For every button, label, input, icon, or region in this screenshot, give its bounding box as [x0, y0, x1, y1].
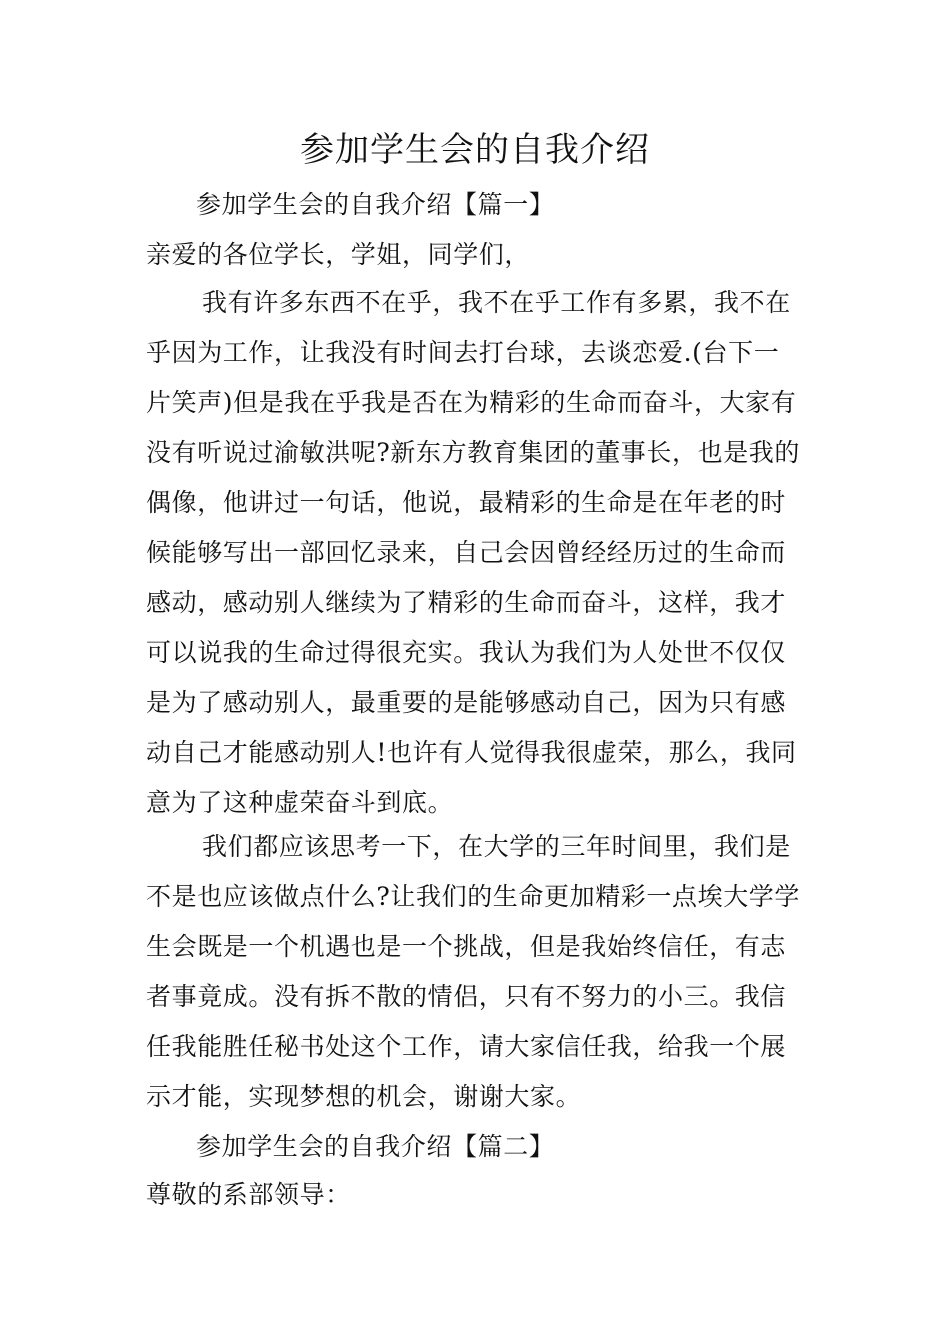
paragraph-2-line: 我们都应该思考一下，在大学的三年时间里，我们是: [202, 832, 791, 861]
paragraph-1-line: 候能够写出一部回忆录来，自己会因曾经经历过的生命而: [146, 538, 787, 567]
paragraph-2-line: 不是也应该做点什么?让我们的生命更加精彩一点埃大学学: [146, 882, 801, 911]
paragraph-1-line: 是为了感动别人，最重要的是能够感动自己，因为只有感: [146, 688, 787, 717]
paragraph-1-line: 动自己才能感动别人!也许有人觉得我很虚荣，那么，我同: [146, 738, 797, 767]
paragraph-2-line: 生会既是一个机遇也是一个挑战，但是我始终信任，有志: [146, 932, 787, 961]
paragraph-2: [146, 822, 826, 1122]
paragraph-1-line: 我有许多东西不在乎，我不在乎工作有多累，我不在: [202, 288, 791, 317]
paragraph-1-line: 可以说我的生命过得很充实。我认为我们为人处世不仅仅: [146, 638, 787, 667]
paragraph-1-line: 片笑声)但是我在乎我是否在为精彩的生命而奋斗，大家有: [146, 388, 797, 417]
paragraph-2-line: 任我能胜任秘书处这个工作，请大家信任我，给我一个展: [146, 1032, 787, 1061]
paragraph-1: [146, 278, 826, 828]
paragraph-2-line: 示才能，实现梦想的机会，谢谢大家。: [146, 1082, 582, 1111]
paragraph-1-line: 乎因为工作，让我没有时间去打台球，去谈恋爱.(台下一: [146, 338, 780, 367]
greeting-2: 尊敬的系部领导：: [146, 1180, 351, 1209]
document-title: 参加学生会的自我介绍: [300, 130, 650, 170]
section-heading-2: 参加学生会的自我介绍【篇二】: [196, 1132, 555, 1161]
paragraph-2-line: 者事竟成。没有拆不散的情侣，只有不努力的小三。我信: [146, 982, 787, 1011]
paragraph-1-line: 没有听说过渝敏洪呢?新东方教育集团的董事长，也是我的: [146, 438, 801, 467]
paragraph-1-line: 感动，感动别人继续为了精彩的生命而奋斗，这样，我才: [146, 588, 787, 617]
greeting-1: 亲爱的各位学长，学姐，同学们，: [146, 240, 531, 269]
paragraph-1-line: 偶像，他讲过一句话，他说，最精彩的生命是在年老的时: [146, 488, 787, 517]
paragraph-1-line: 意为了这种虚荣奋斗到底。: [146, 788, 454, 817]
section-heading-1: 参加学生会的自我介绍【篇一】: [196, 190, 555, 219]
